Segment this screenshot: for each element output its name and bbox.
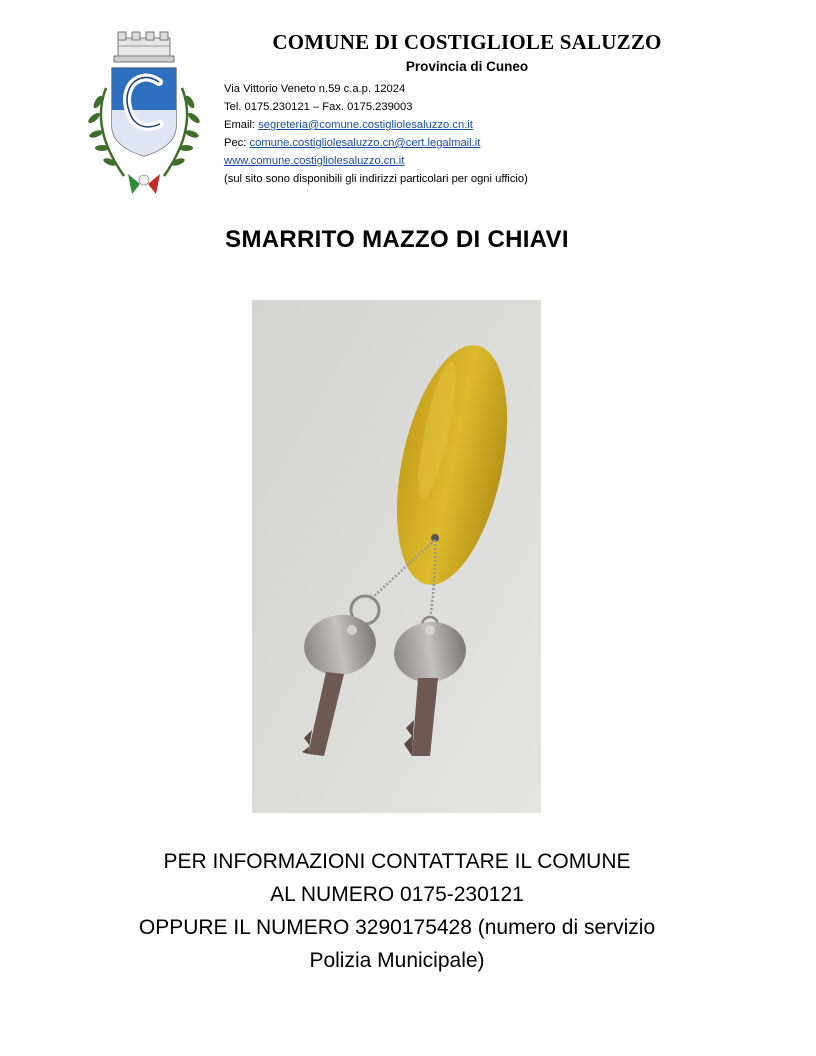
email-line: [224, 116, 528, 134]
ribbon-icon: [128, 174, 160, 194]
province-name: Provincia di Cuneo: [405, 59, 529, 74]
website-line: [224, 152, 528, 170]
crown-icon: [114, 32, 174, 62]
pec-line: [224, 134, 528, 152]
pec-label: Pec:: [224, 137, 250, 149]
contact-line-4: Polizia Municipale): [309, 949, 485, 972]
contact-block: [224, 80, 528, 188]
contact-line-1: PER INFORMAZIONI CONTATTARE IL COMUNE: [163, 850, 631, 873]
email-label: Email:: [224, 119, 259, 131]
offices-note: (sul sito sono disponibili gli indirizzi particolari per ogni ufficio): [224, 173, 528, 185]
contact-line-3: OPPURE IL NUMERO 3290175428 (numero di servizio: [138, 916, 656, 939]
pec-link[interactable]: comune.costigliolesaluzzo.cn@cert.legalmail.it: [249, 137, 481, 149]
address: Via Vittorio Veneto n.59 c.a.p. 12024: [224, 83, 406, 95]
municipality-name: COMUNE DI COSTIGLIOLE SALUZZO: [272, 30, 662, 54]
shield-icon: [112, 68, 176, 156]
email-link[interactable]: segreteria@comune.costigliolesaluzzo.cn.it: [258, 119, 473, 131]
keys-photo: [252, 300, 541, 813]
contact-info: [0, 845, 794, 977]
coat-of-arms-icon: [84, 28, 204, 200]
notice-title: SMARRITO MAZZO DI CHIAVI: [225, 226, 569, 253]
contact-line-2: AL NUMERO 0175-230121: [270, 883, 524, 906]
phone-fax: Tel. 0175.230121 – Fax. 0175.239003: [224, 101, 413, 113]
website-link[interactable]: www.comune.costigliolesaluzzo.cn.it: [224, 155, 405, 167]
